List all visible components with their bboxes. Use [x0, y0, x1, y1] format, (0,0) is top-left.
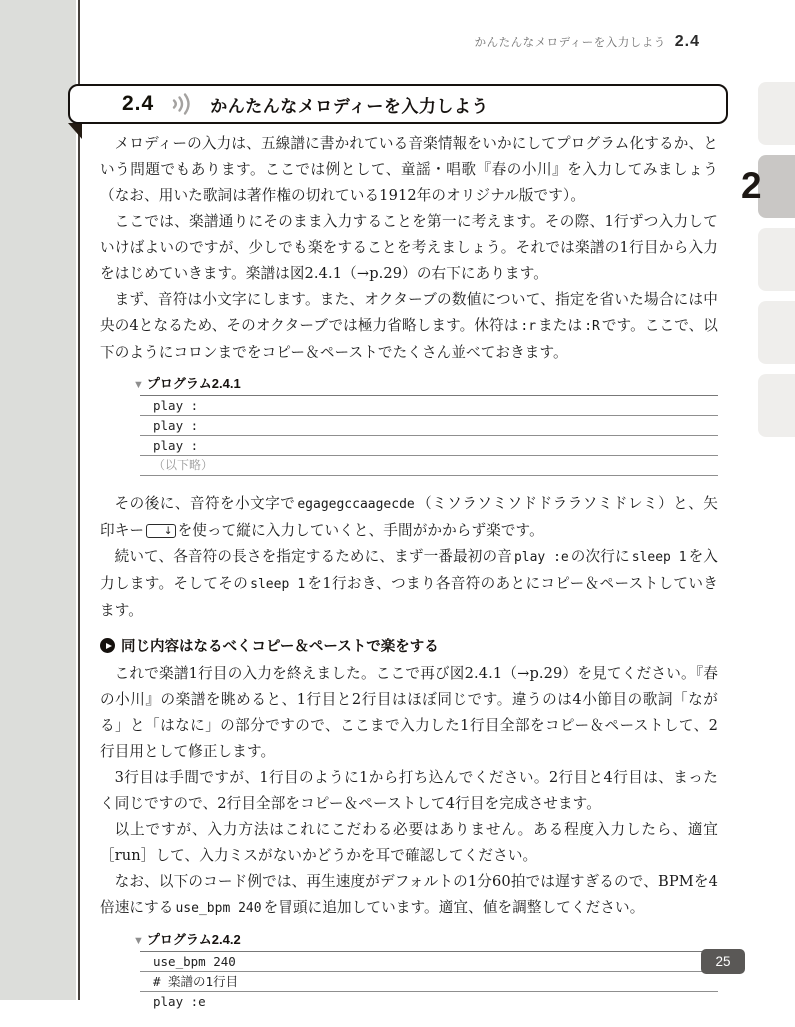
body-text: まず、音符は小文字にします。また、オクターブの数値について、指定を省いた場合には中央の4となるため、そのオクターブでは極力省略します。休符は — [100, 291, 718, 334]
triangle-marker-icon: ▼ — [133, 935, 144, 947]
chapter-tab-4 — [758, 301, 795, 364]
code-line: use_bpm 240 — [140, 952, 718, 972]
inline-code: sleep 1 — [631, 550, 687, 565]
code-line: play : — [140, 396, 718, 416]
inline-code: :R — [584, 319, 600, 334]
inline-code: :r — [520, 319, 537, 334]
paragraph — [100, 131, 718, 209]
sound-wave-icon — [170, 92, 196, 116]
program-label — [133, 929, 718, 948]
program-listing-2-4-1 — [100, 373, 718, 476]
program-label-text: プログラム2.4.2 — [146, 932, 241, 947]
play-triangle — [106, 643, 112, 649]
main-text-column — [100, 131, 718, 1027]
code-line: play : — [140, 416, 718, 436]
body-text: の次行に — [570, 548, 630, 565]
body-text: を冒頭に追加しています。適宜、値を調整してください。 — [263, 899, 645, 916]
chapter-tab-number: 2 — [741, 164, 762, 206]
section-number: 2.4 — [122, 92, 155, 115]
inline-code: play :e — [513, 550, 569, 565]
body-text: を1行おき、つまり各音符のあとにコピー＆ペーストしていきます。 — [100, 575, 718, 619]
paragraph — [100, 491, 718, 544]
page-border-line — [78, 0, 80, 1000]
code-table — [140, 395, 718, 476]
code-line: play :e — [153, 994, 206, 1009]
inline-code: sleep 1 — [250, 577, 306, 592]
down-arrow-key-icon: ↓ — [146, 524, 176, 538]
running-head-title: かんたんなメロディーを入力しよう — [474, 37, 666, 49]
paragraph — [100, 765, 718, 817]
body-text: ここでは、楽譜通りにそのまま入力することを第一に考えます。その際、1行ずつ入力していけばよいのですが、少しでも楽をすることを考えましょう。それでは楽譜の1行目から入力をはじめていきます。楽譜は図2.4.1（→p.29）の右下にあります。 — [100, 213, 718, 282]
paragraph — [100, 544, 718, 624]
page-number-badge — [701, 949, 745, 974]
body-text: です。ここで、以下のようにコロンまでをコピー＆ペーストでたくさん並べておきます。 — [100, 317, 718, 361]
running-head-section-number: 2.4 — [674, 33, 700, 50]
body-text: これで楽譜1行目の入力を終えました。ここで再び図2.4.1（→p.29）を見てください。『春の小川』の楽譜を眺めると、1行目と2行目はほぼ同じです。違うのは4小節目の歌詞「ながる」と「はなに」の部分ですので、ここまで入力した1行目全部をコピー＆ペーストして、2行目用として修正します。 — [100, 665, 718, 760]
body-text: を入力します。そしてその — [100, 548, 719, 592]
paragraph — [100, 287, 718, 366]
section-title: かんたんなメロディーを入力しよう — [210, 96, 489, 116]
chapter-tab-3 — [758, 228, 795, 291]
code-line: play : — [140, 436, 718, 456]
body-text: または — [538, 317, 583, 334]
section-title-bar — [68, 84, 728, 124]
body-text: メロディーの入力は、五線譜に書かれている音楽情報をいかにしてプログラム化するか、という問題でもあります。ここでは例として、童謡・唱歌『春の小川』を入力してみましょう（なお、用いた歌詞は著作権の切れている1912年のオリジナル版です）。 — [100, 135, 718, 204]
subsection-heading — [100, 635, 718, 656]
inline-code: egagegccaagecde — [297, 497, 415, 512]
body-text: （ミソラソミソドドララソミドレミ）と、矢印キー — [100, 495, 718, 539]
body-text: を使って縦に入力していくと、手間がかからず楽です。 — [177, 522, 544, 539]
paragraph — [100, 869, 718, 922]
page-number: 25 — [715, 954, 731, 969]
program-label-text: プログラム2.4.1 — [146, 376, 241, 391]
code-line: # 楽譜の1行目 — [140, 972, 718, 992]
body-text: その後に、音符を小文字で — [114, 495, 296, 512]
body-text: 3行目は手間ですが、1行目のように1から打ち込んでください。2行目と4行目は、まったく同じですので、2行目全部をコピー＆ペーストして4行目を完成させます。 — [100, 769, 718, 812]
body-text: なお、以下のコード例では、再生速度がデフォルトの1分60拍では遅すぎるので、BPMを4倍速にする — [100, 873, 718, 916]
chapter-tab-2-active — [741, 155, 795, 218]
paragraph — [100, 817, 718, 869]
program-label — [133, 373, 718, 392]
running-head — [200, 33, 700, 51]
book-spine-edge — [0, 0, 76, 1000]
play-bullet-icon — [100, 638, 115, 653]
chapter-tab-1 — [758, 82, 795, 145]
code-table — [140, 951, 718, 1012]
triangle-marker-icon: ▼ — [133, 379, 144, 391]
paragraph — [100, 209, 718, 287]
chapter-tab-5 — [758, 374, 795, 437]
subsection-heading-text: 同じ内容はなるべくコピー＆ペーストで楽をする — [121, 639, 439, 655]
body-text: 以上ですが、入力方法はこれにこだわる必要はありません。ある程度入力したら、適宜［run］して、入力ミスがないかどうかを耳で確認してください。 — [100, 821, 718, 864]
body-text: 続いて、各音符の長さを指定するために、まず一番最初の音 — [114, 548, 512, 565]
paragraph — [100, 661, 718, 765]
code-line-ellipsis: （以下略） — [140, 456, 718, 476]
inline-code: use_bpm 240 — [175, 901, 262, 916]
